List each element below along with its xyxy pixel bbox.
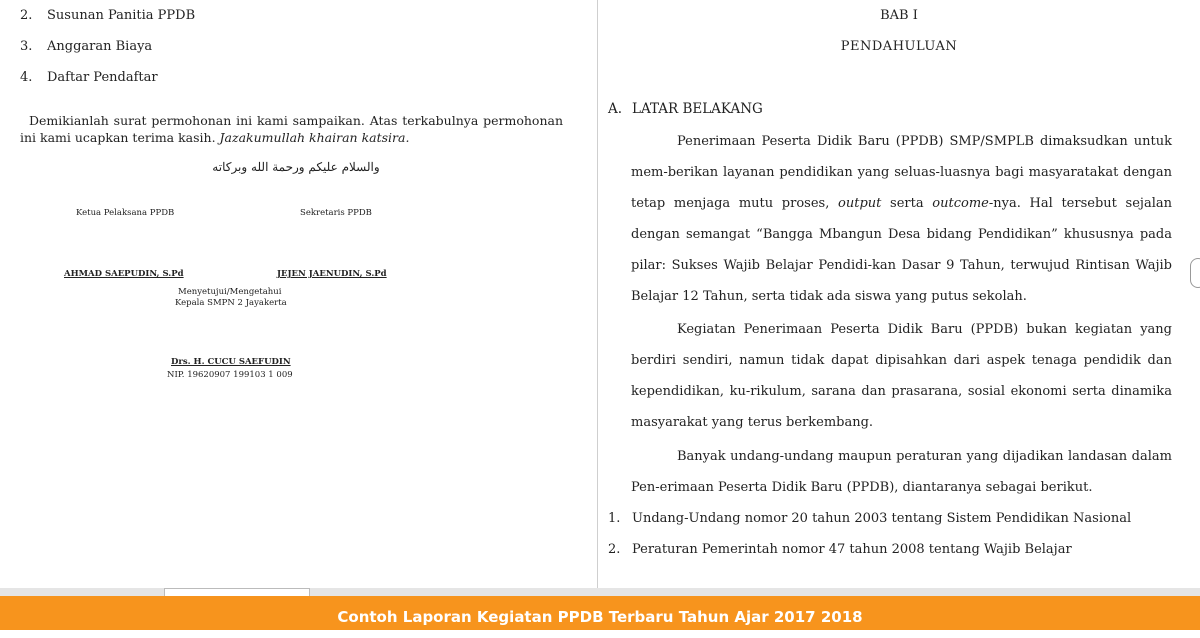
- chapter-number: BAB I: [880, 8, 918, 23]
- arabic-salam: والسلام عليكم ورحمة الله وبركاته: [212, 160, 380, 174]
- next-page-chevron-icon[interactable]: [1190, 258, 1200, 288]
- ketua-name: AHMAD SAEPUDIN, S.Pd: [64, 269, 184, 279]
- closing-paragraph: Demikianlah surat permohonan ini kami sampaikan. Atas terkabulnya permohonan ini kami ucapkan terima kasih. Jazakumullah khairan katsira.: [20, 113, 563, 145]
- list-item: 2. Peraturan Pemerintah nomor 47 tahun 2008 tentang Wajib Belajar: [608, 542, 1072, 557]
- section-heading: A. LATAR BELAKANG: [608, 101, 763, 117]
- right-document-page: [598, 0, 1200, 596]
- menyetujui-label: Menyetujui/Mengetahui: [178, 287, 282, 297]
- ketua-title: Ketua Pelaksana PPDB: [76, 208, 175, 218]
- paragraph-1: Penerimaan Peserta Didik Baru (PPDB) SMP/SMPLB dimaksudkan untuk mem-berikan layanan pendidikan yang seluas-luasnya bagi masyaratakat dengan tetap menjaga mutu proses, output serta outcome-nya. Hal tersebut sejalan dengan semangat “Bangga Mbangun Desa bidang Pendidikan” khususnya pada pilar: Sukses Wajib Belajar Pendidi-kan Dasar 9 Tahun, terwujud Rintisan Wajib Belajar 12 Tahun, serta tidak ada siswa yang putus sekolah.: [631, 134, 1172, 304]
- title-banner: Contoh Laporan Kegiatan PPDB Terbaru Tahun Ajar 2017 2018: [0, 596, 1200, 630]
- list-item: 4. Daftar Pendaftar: [20, 70, 158, 85]
- paragraph-2: Kegiatan Penerimaan Peserta Didik Baru (PPDB) bukan kegiatan yang berdiri sendiri, namun tidak dapat dipisahkan dari aspek tenaga pendidik dan kependidikan, ku-rikulum, sarana dan prasarana, sosial ekonomi serta dinamika masyarakat yang terus berkembang.: [631, 322, 1172, 430]
- chapter-title: PENDAHULUAN: [840, 39, 958, 54]
- kepala-sekolah-title: Kepala SMPN 2 Jayakerta: [175, 298, 287, 308]
- attachment-list: [20, 6, 195, 99]
- nip-number: NIP. 19620907 199103 1 009: [167, 370, 293, 380]
- regulation-list: [608, 506, 1131, 568]
- sekretaris-name: JEJEN JAENUDIN, S.Pd: [277, 269, 387, 279]
- paragraph-3: Banyak undang-undang maupun peraturan yang dijadikan landasan dalam Pen-erimaan Peserta Didik Baru (PPDB), diantaranya sebagai berikut.: [631, 449, 1172, 495]
- kepala-sekolah-name: Drs. H. CUCU SAEFUDIN: [171, 357, 291, 367]
- list-item: 3. Anggaran Biaya: [20, 39, 153, 54]
- sekretaris-title: Sekretaris PPDB: [300, 208, 372, 218]
- left-document-page: [0, 0, 598, 596]
- list-item: 1. Undang-Undang nomor 20 tahun 2003 tentang Sistem Pendidikan Nasional: [608, 511, 1132, 526]
- list-item: 2. Susunan Panitia PPDB: [20, 8, 196, 23]
